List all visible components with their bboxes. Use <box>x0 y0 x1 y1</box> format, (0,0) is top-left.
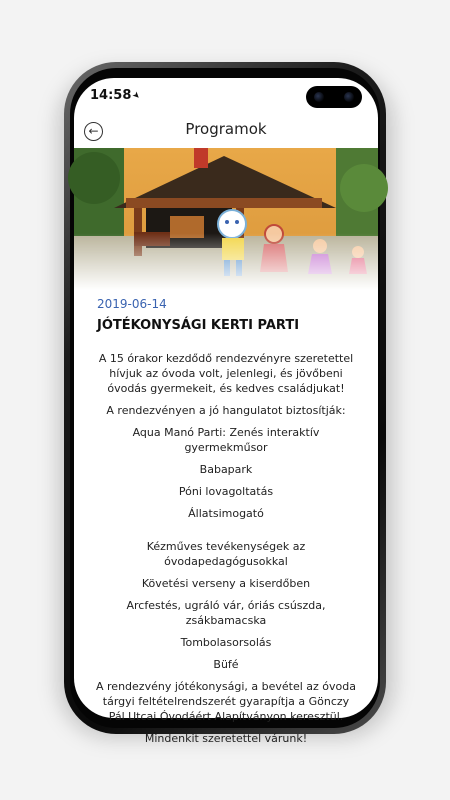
post-body <box>94 351 358 753</box>
status-time: 14:58 <box>90 88 132 103</box>
phone-screen <box>74 78 378 745</box>
post-date: 2019-06-14 <box>97 297 167 311</box>
body-paragraph: Tombolasorsolás <box>180 636 272 649</box>
body-paragraph: Állatsimogató <box>188 507 264 520</box>
post-title: JÓTÉKONYSÁGI KERTI PARTI <box>97 318 300 333</box>
camera-notch <box>306 86 362 108</box>
body-paragraph: A rendezvényen a jó hangulatot biztosítják: <box>106 404 346 417</box>
body-paragraph: Kézműves tevékenységek az óvodapedagógusokkal <box>146 540 306 568</box>
body-paragraph: A 15 órakor kezdődő rendezvényre szeretettel hívjuk az óvoda volt, jelenlegi, és jövőbeni óvodás gyermekeit, és kedves családjukat! <box>98 352 354 395</box>
body-paragraph: Aqua Manó Parti: Zenés interaktív gyermekműsor <box>132 426 320 454</box>
hero-image <box>74 148 378 290</box>
body-paragraph: Póni lovagoltatás <box>178 485 274 498</box>
body-paragraph: A rendezvény jótékonysági, a bevétel az óvoda tárgyi feltételrendszerét gyarapítja a Gönczy Pál Utcai Óvodáért Alapítványon keresztül. <box>96 680 356 723</box>
body-paragraph: Babapark <box>199 463 253 476</box>
camera-lens-icon <box>344 92 354 102</box>
body-paragraph: Büfé <box>213 658 239 671</box>
app-header <box>74 118 378 148</box>
body-paragraph: Arcfestés, ugráló vár, óriás csúszda, zsákbamacska <box>126 599 326 627</box>
camera-lens-icon <box>314 92 324 102</box>
arrow-left-icon: ← <box>88 124 99 138</box>
body-paragraph: Mindenkit szeretettel várunk! <box>144 732 308 745</box>
body-paragraph: Követési verseny a kiserdőben <box>141 577 311 590</box>
page-title: Programok <box>185 120 267 138</box>
back-button[interactable] <box>84 122 103 141</box>
status-bar <box>74 78 378 114</box>
post-content[interactable] <box>74 148 378 745</box>
location-arrow-icon: ➤ <box>129 89 142 103</box>
